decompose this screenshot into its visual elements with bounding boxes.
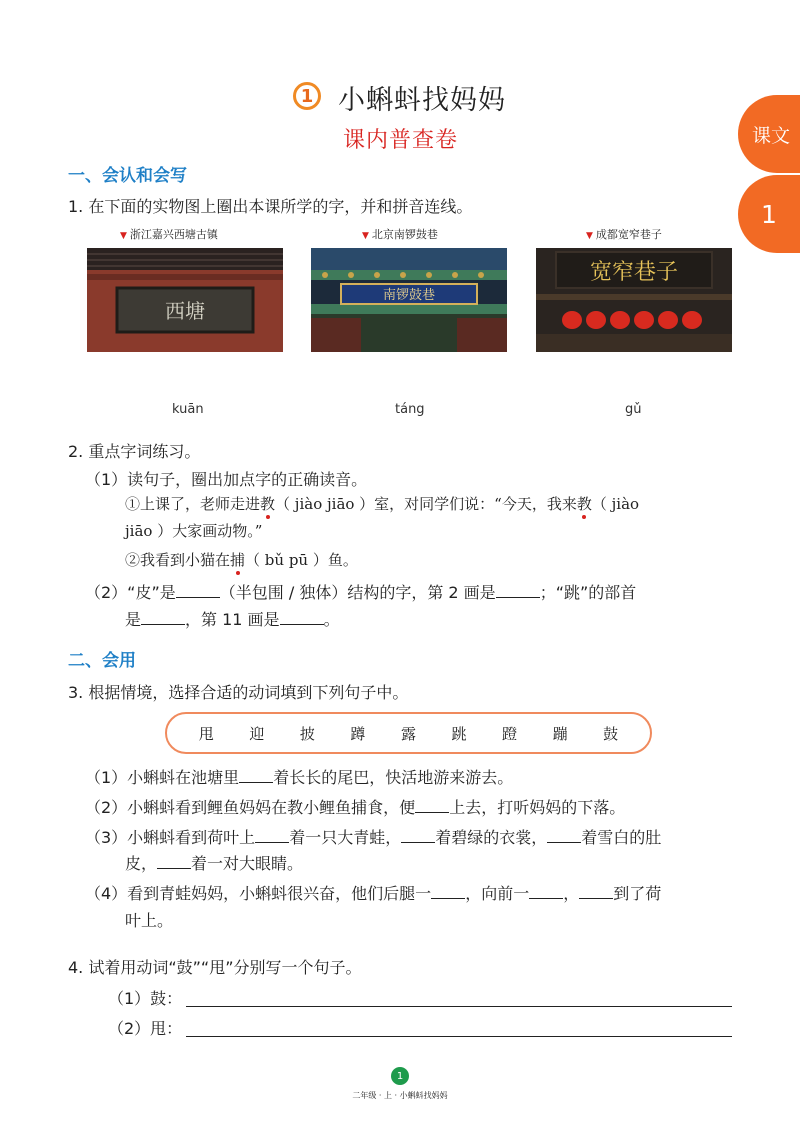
verb-option[interactable]: 鼓 (603, 724, 619, 743)
pinyin-option-2[interactable]: táng (395, 402, 425, 417)
verb-option[interactable]: 露 (400, 724, 416, 743)
question-4: 4. 试着用动词“鼓”“甩”分别写一个句子。 (68, 958, 362, 977)
dotted-char[interactable]: 捕 (230, 551, 246, 569)
answer-blank[interactable] (141, 610, 185, 625)
triangle-icon: ▼ (362, 231, 369, 241)
verb-option[interactable]: 甩 (198, 724, 214, 743)
sign-text: 西塘 (165, 299, 205, 323)
answer-blank[interactable] (547, 828, 581, 843)
sentence-2-1-2: ②我看到小猫在捕（ bǔ pū ）鱼。 (125, 551, 358, 569)
photo-xitang-sign[interactable] (87, 248, 283, 352)
answer-blank[interactable] (415, 798, 449, 813)
question-1: 1. 在下面的实物图上圈出本课所学的字，并和拼音连线。 (68, 197, 473, 216)
question-2-1: （1）读句子，圈出加点字的正确读音。 (85, 470, 368, 489)
question-3-4: （4）看到青蛙妈妈，小蝌蚪很兴奋，他们后腿一 ，向前一 ， 到了荷 (85, 884, 662, 903)
answer-blank[interactable] (529, 884, 563, 899)
section-heading-2: 二、会用 (68, 651, 136, 671)
question-3-3: （3）小蝌蚪看到荷叶上 着一只大青蛙， 着碧绿的衣裳， 着雪白的肚 (85, 828, 662, 847)
triangle-icon: ▼ (586, 231, 593, 241)
photo-kuanzhaixiangzi-sign[interactable] (536, 248, 732, 352)
answer-blank[interactable] (239, 768, 273, 783)
question-4-1-label: （1）鼓： (108, 989, 183, 1008)
pinyin-option-1[interactable]: kuān (172, 402, 204, 417)
sign-text: 南锣鼓巷 (382, 288, 436, 303)
pinyin-option-3[interactable]: gǔ (625, 402, 642, 417)
dotted-char[interactable]: 教 (260, 495, 276, 513)
photo-caption-2: ▼ 北京南锣鼓巷 (362, 228, 438, 241)
verb-option[interactable]: 迎 (249, 724, 265, 743)
photo-caption-1: ▼ 浙江嘉兴西塘古镇 (120, 228, 218, 241)
question-2-2-cont: 是 ，第 11 画是 。 (125, 610, 340, 629)
photo-caption-3: ▼ 成都宽窄巷子 (586, 228, 662, 241)
question-3: 3. 根据情境，选择合适的动词填到下列句子中。 (68, 683, 409, 702)
section-heading-1: 一、会认和会写 (68, 166, 187, 186)
page-footer: 二年级 · 上 · 小蝌蚪找妈妈 (352, 1091, 448, 1100)
dotted-char[interactable]: 教 (576, 495, 592, 513)
writing-line-2[interactable] (186, 1036, 732, 1037)
question-3-4-cont: 叶上。 (125, 911, 174, 930)
side-tab-number: 1 (738, 175, 800, 253)
answer-blank[interactable] (176, 583, 220, 598)
answer-blank[interactable] (431, 884, 465, 899)
answer-blank[interactable] (496, 583, 540, 598)
question-4-2-label: （2）甩： (108, 1019, 183, 1038)
photo-nanluoguxiang-sign[interactable] (311, 248, 507, 352)
verb-option[interactable]: 蹦 (552, 724, 568, 743)
answer-blank[interactable] (401, 828, 435, 843)
question-2: 2. 重点字词练习。 (68, 442, 201, 461)
answer-blank[interactable] (157, 854, 191, 869)
writing-line-1[interactable] (186, 1006, 732, 1007)
verb-option[interactable]: 披 (299, 724, 315, 743)
sentence-2-1-1-cont: jiāo ）大家画动物。” (125, 522, 263, 540)
answer-blank[interactable] (280, 610, 324, 625)
page-number-badge: 1 (391, 1067, 409, 1085)
sign-text: 宽窄巷子 (589, 260, 679, 285)
verb-option[interactable]: 跳 (451, 724, 467, 743)
page-subtitle: 课内普查卷 (343, 128, 459, 153)
triangle-icon: ▼ (120, 231, 127, 241)
question-3-3-cont: 皮， 着一对大眼睛。 (125, 854, 304, 873)
question-3-2: （2）小蝌蚪看到鲤鱼妈妈在教小鲤鱼捕食，便 上去，打听妈妈的下落。 (85, 798, 626, 817)
sentence-2-1-1: ①上课了，老师走进教（ jiào jiāo ）室，对同学们说：“今天，我来教（ jiào (125, 495, 640, 513)
answer-blank[interactable] (579, 884, 613, 899)
verb-option[interactable]: 蹲 (350, 724, 366, 743)
lesson-number-badge: 1 (293, 82, 321, 110)
page-title: 小蝌蚪找妈妈 (338, 85, 506, 116)
verb-word-bank (165, 712, 652, 754)
question-3-1: （1）小蝌蚪在池塘里 着长长的尾巴，快活地游来游去。 (85, 768, 514, 787)
answer-blank[interactable] (255, 828, 289, 843)
side-tab-category: 课文 (738, 95, 800, 173)
verb-option[interactable]: 蹬 (502, 724, 518, 743)
question-2-2: （2）“皮”是 （半包围 / 独体）结构的字，第 2 画是 ；“跳”的部首 (85, 583, 637, 602)
